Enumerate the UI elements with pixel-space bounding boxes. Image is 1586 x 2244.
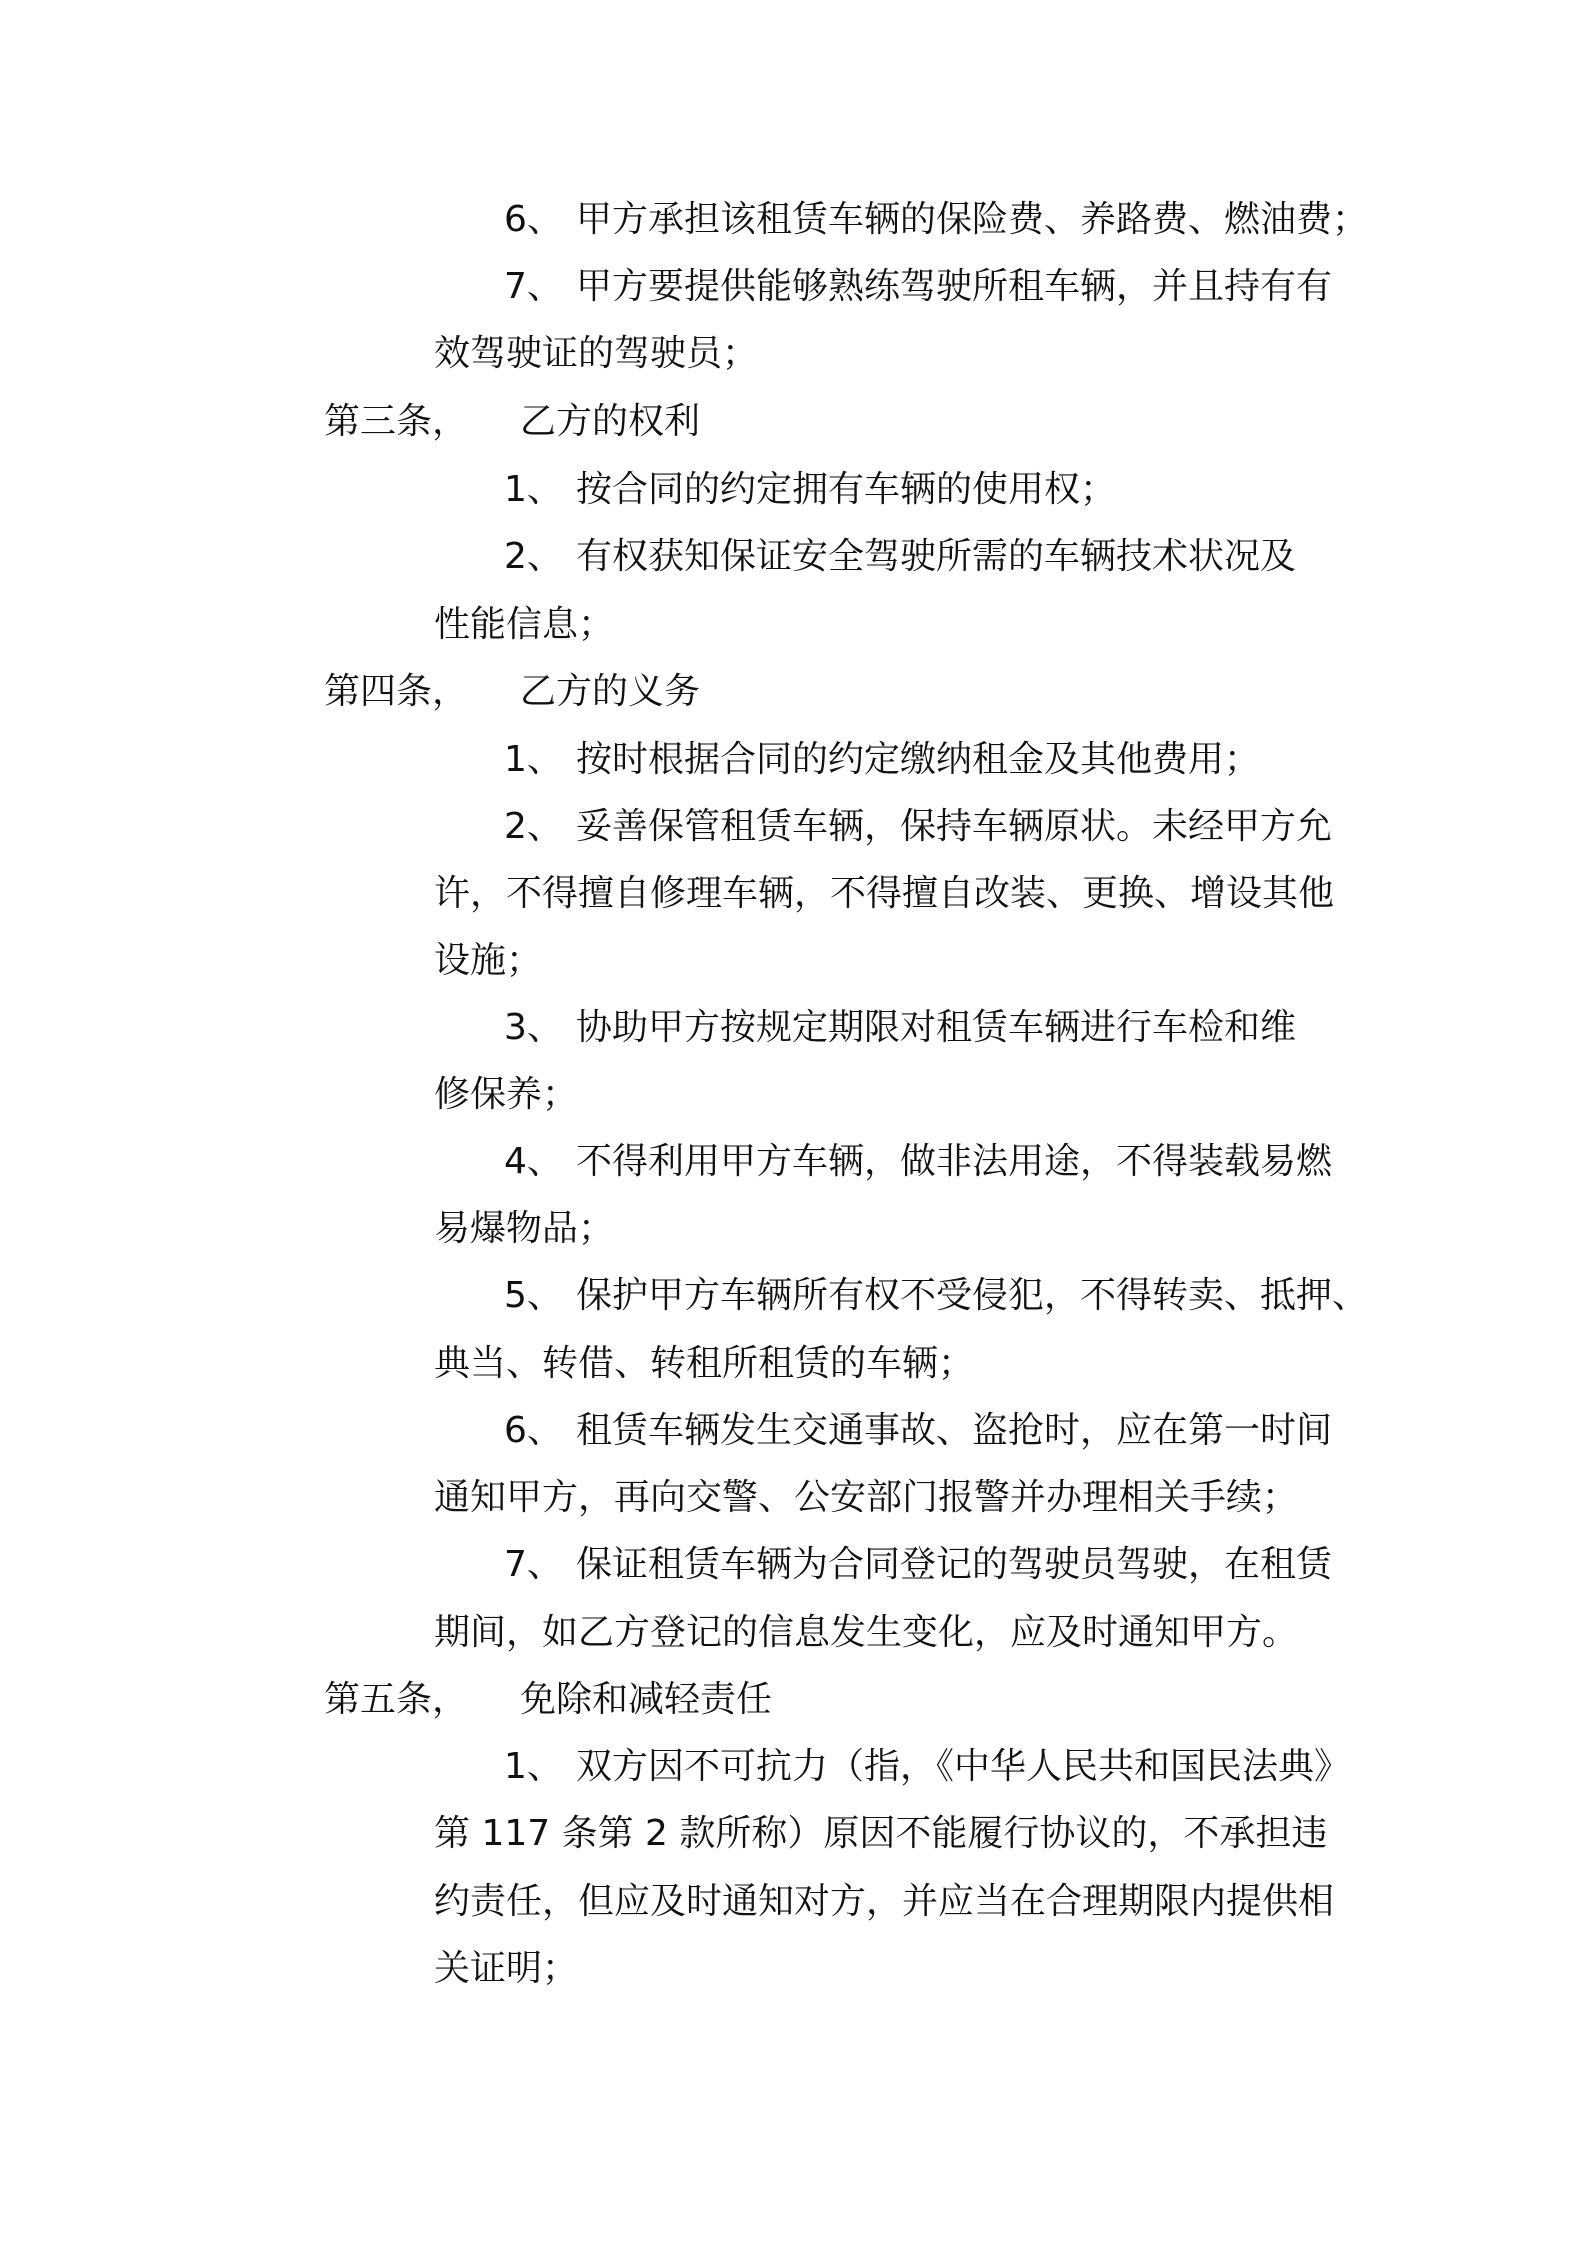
article-heading — [324, 398, 700, 446]
item-text: 保证租赁车辆为合同登记的驾驶员驾驶，在租赁 — [576, 1544, 1333, 1585]
item-text: 甲方承担该租赁车辆的保险费、养路费、燃油费； — [576, 199, 1369, 240]
continuation-line: 关证明； — [434, 1948, 579, 1989]
continuation-line: 第 117 条第 2 款所称）原因不能履行协议的，不承担违 — [434, 1813, 1328, 1854]
clause-item — [504, 1272, 1368, 1320]
continuation-line: 易爆物品； — [434, 1208, 615, 1249]
item-text: 妥善保管租赁车辆，保持车辆原状。未经甲方允 — [576, 806, 1333, 847]
continuation-line: 期间，如乙方登记的信息发生变化，应及时通知甲方。 — [434, 1612, 1299, 1653]
clause-item — [504, 1407, 1332, 1455]
clause-item — [504, 736, 1260, 784]
article-title: 乙方的权利 — [520, 401, 701, 442]
item-number: 3、 — [504, 1007, 563, 1048]
article-title: 免除和减轻责任 — [520, 1679, 773, 1720]
item-number: 5、 — [504, 1275, 563, 1316]
item-text: 有权获知保证安全驾驶所需的车辆技术状况及 — [576, 536, 1297, 577]
item-text: 协助甲方按规定期限对租赁车辆进行车检和维 — [576, 1007, 1297, 1048]
item-number: 1、 — [504, 469, 563, 510]
item-text: 保护甲方车辆所有权不受侵犯，不得转卖、抵押、 — [576, 1275, 1369, 1316]
clause-item — [504, 466, 1116, 514]
item-text: 甲方要提供能够熟练驾驶所租车辆，并且持有有 — [576, 266, 1333, 307]
clause-item — [504, 196, 1368, 244]
continuation-line: 修保养； — [434, 1074, 579, 1115]
continuation-line: 典当、转借、转租所租赁的车辆； — [434, 1343, 975, 1384]
item-number: 2、 — [504, 806, 563, 847]
item-number: 1、 — [504, 739, 563, 780]
item-number: 4、 — [504, 1141, 563, 1182]
clause-item — [504, 533, 1296, 581]
item-number: 7、 — [504, 266, 563, 307]
continuation-line: 约责任，但应及时通知对方，并应当在合理期限内提供相 — [434, 1881, 1335, 1922]
clause-item — [504, 1743, 1350, 1791]
article-number: 第三条， — [324, 401, 469, 442]
clause-item — [504, 263, 1332, 311]
item-text: 不得利用甲方车辆，做非法用途，不得装载易燃 — [576, 1141, 1333, 1182]
item-text: 按时根据合同的约定缴纳租金及其他费用； — [576, 739, 1261, 780]
item-text: 按合同的约定拥有车辆的使用权； — [576, 469, 1117, 510]
clause-item — [504, 1138, 1332, 1186]
item-text: 租赁车辆发生交通事故、盗抢时，应在第一时间 — [576, 1410, 1333, 1451]
item-text: 双方因不可抗力（指，《中华人民共和国民法典》 — [576, 1746, 1351, 1787]
continuation-line: 效驾驶证的驾驶员； — [434, 333, 759, 374]
item-number: 6、 — [504, 199, 563, 240]
clause-item — [504, 1541, 1332, 1589]
item-number: 2、 — [504, 536, 563, 577]
item-number: 6、 — [504, 1410, 563, 1451]
article-heading — [324, 668, 700, 716]
article-number: 第五条， — [324, 1679, 469, 1720]
item-number: 1、 — [504, 1746, 563, 1787]
continuation-line: 通知甲方，再向交警、公安部门报警并办理相关手续； — [434, 1477, 1299, 1518]
continuation-line: 许，不得擅自修理车辆，不得擅自改装、更换、增设其他 — [434, 873, 1335, 914]
clause-item — [504, 803, 1332, 851]
item-number: 7、 — [504, 1544, 563, 1585]
article-number: 第四条， — [324, 671, 469, 712]
article-heading — [324, 1676, 772, 1724]
clause-item — [504, 1004, 1296, 1052]
continuation-line: 设施； — [434, 940, 543, 981]
continuation-line: 性能信息； — [434, 604, 615, 645]
article-title: 乙方的义务 — [520, 671, 701, 712]
